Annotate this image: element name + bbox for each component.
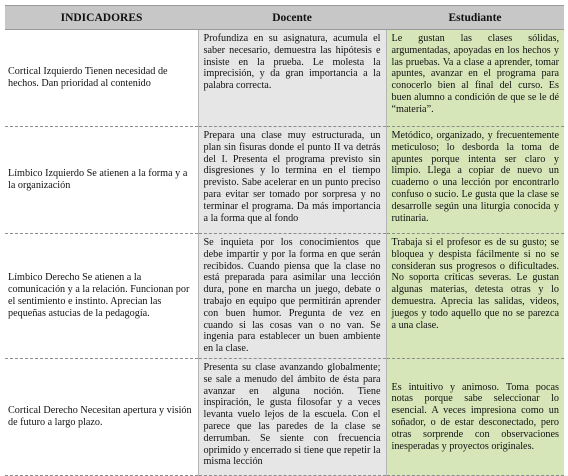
table-row [5, 359, 564, 476]
docente-cell: Profundiza en su asignatura, acumula el saber necesario, demuestra las hipótesis e insiste en la prueba. Le molesta la imprecisión, y da gran importancia a la palabra correcta. [198, 30, 386, 127]
indicator-cell: Cortical Izquierdo Tienen necesidad de hechos. Dan prioridad al contenido [5, 30, 198, 127]
table-row [5, 127, 564, 234]
table-row [5, 234, 564, 359]
estudiante-cell: Trabaja si el profesor es de su gusto; se bloquea y despista fácilmente si no se consideran sus progresos o dificultades. No soporta críticas severas. Le gustan algunas materias, detesta otras y lo demuestra. Aprecia las salidas, videos, juegos y todo aquello que no se parezca a una clase. [386, 234, 564, 359]
indicator-cell: Límbico Izquierdo Se atienen a la forma y a la organización [5, 127, 198, 234]
estudiante-cell: Es intuitivo y animoso. Toma pocas notas porque sabe seleccionar lo esencial. A veces impresiona como un soñador, o de estar desconectado, pero otras sorprende con observaciones inesperadas y proyectos originales. [386, 359, 564, 476]
header-indicadores: INDICADORES [5, 6, 198, 30]
header-docente: Docente [198, 6, 386, 30]
docente-cell: Se inquieta por los conocimientos que debe impartir y por la forma en que serán recibidos. Cuando piensa que la clase no está preparada para asimilar una lección dura, pone en marcha un juego, debate o trabajo en equipo que permitirán aprender con buen humor. Pregunta de vez en cuando si las cosas van o no van. Se ingenia para establecer un buen ambiente en la clase. [198, 234, 386, 359]
table-header-row [5, 6, 564, 30]
indicator-cell: Límbico Derecho Se atienen a la comunicación y a la relación. Funcionan por el sentimiento e instinto. Aprecian las pequeñas astucias de la pedagogía. [5, 234, 198, 359]
table-row [5, 30, 564, 127]
docente-cell: Prepara una clase muy estructurada, un plan sin fisuras donde el punto II va detrás del I. Presenta el programa previsto sin disgresiones y lo termina en el tiempo previsto. Sabe acelerar en un punto preciso para evitar ser tomado por sorpresa y no terminar el programa. Da más importancia a la forma que al fondo [198, 127, 386, 234]
header-estudiante: Estudiante [386, 6, 564, 30]
estudiante-cell: Metódico, organizado, y frecuentemente meticuloso; lo desborda la toma de apuntes porque intenta ser claro y limpio. Llega a copiar de nuevo un cuaderno o una lección por encontrarlo confuso o sucio. Le gusta que la clase se desarrolle según una liturgia conocida y rutinaria. [386, 127, 564, 234]
indicator-cell: Cortical Derecho Necesitan apertura y visión de futuro a largo plazo. [5, 359, 198, 476]
indicators-table [5, 5, 564, 476]
indicators-table-container [5, 5, 564, 476]
docente-cell: Presenta su clase avanzando globalmente; se sale a menudo del ámbito de ésta para avanzar en alguna noción. Tiene inspiración, le gusta filosofar y a veces levanta vuelo lejos de la escuela. Con el parece que las paredes de la clase se derrumban. Se siente con frecuencia oprimido y encerrado si tiene que repetir la misma lección [198, 359, 386, 476]
estudiante-cell: Le gustan las clases sólidas, argumentadas, apoyadas en los hechos y las pruebas. Va a clase a aprender, tomar apuntes, avanzar en el programa para conocerlo bien al final del curso. Es buen alumno a condición de que se le dé “materia”. [386, 30, 564, 127]
